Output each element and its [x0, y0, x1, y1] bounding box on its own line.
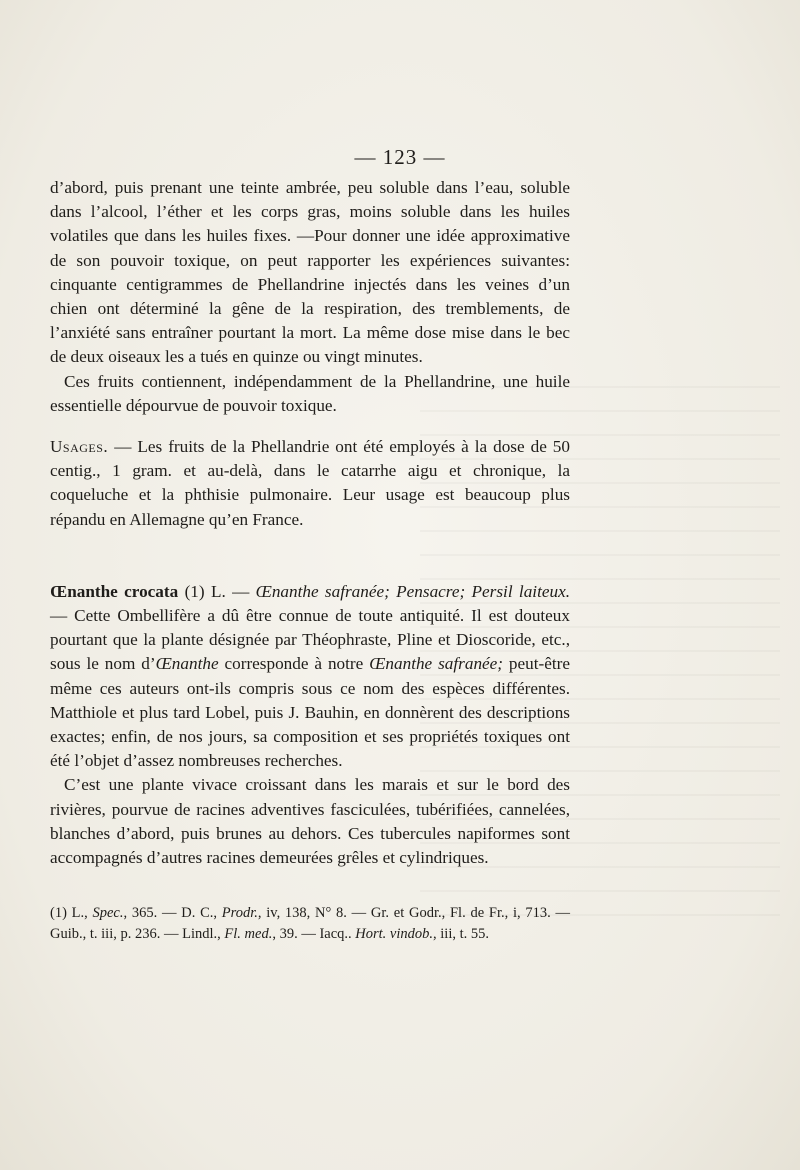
fn-italic-4: Hort. vindob. [355, 926, 434, 942]
fn-part-1: (1) L., [50, 905, 93, 921]
paragraph-oenanthe [50, 580, 570, 774]
paragraph-usages [50, 435, 570, 532]
usages-label: Usages. [50, 437, 109, 457]
species-name: Œnanthe crocata [50, 581, 179, 601]
usages-text: — Les fruits de la Phellandrie ont été employés à la dose de 50 centig., 1 gram. et au-delà, dans le catarrhe aigu et chronique, la coqueluche et la phthisie pulmonaire. Leur usage est beaucoup plus répandu en Allemagne qu’en France. [50, 437, 570, 529]
paragraph-phellandrine: d’abord, puis prenant une teinte ambrée, peu soluble dans l’eau, soluble dans l’alcool, l’éther et les corps gras, moins soluble dans les huiles volatiles que dans les huiles fixes. —Pour donner une idée approximative de son pouvoir toxique, on peut rapporter les expériences suivantes: cinquante centigrammes de Phellandrine injectés dans les veines d’un chien ont déterminé la gêne de la respiration, des tremblements, de l’anxiété sans entraîner pourtant la mort. La même dose mise dans le bec de deux oiseaux les a tués en quinze ou vingt minutes. [50, 178, 570, 367]
body-text [50, 176, 570, 870]
italic-name-1: Œnanthe [155, 654, 219, 674]
species-ref: (1) L. — [178, 581, 256, 601]
fn-italic-3: Fl. med. [224, 926, 273, 942]
footnote-1 [50, 903, 570, 945]
history-text-a: — Cette Ombellifère a dû être connue de toute antiquité. Il est douteux pourtant que la plante désignée par Théophraste, Pline et Dioscoride, etc., sous le nom d’ [50, 606, 570, 674]
history-text-c: peut-être même ces auteurs ont-ils compris sous ce nom des espèces différentes. Matthiole et plus tard Lobel, puis J. Bauhin, en donnèrent des descriptions exactes; enfin, de nos jours, sa composition et ses propriétés toxiques ont été l’objet d’assez nombreuses recherches. [50, 654, 570, 771]
fn-part-2: , 365. — D. C., [123, 905, 222, 921]
fn-part-5: , iii, t. 55. [433, 926, 490, 942]
fn-italic-2: Prodr. [221, 905, 258, 921]
fn-part-4: , 39. — Iacq.. [272, 926, 356, 942]
italic-name-2: Œnanthe safranée; [369, 654, 504, 674]
fn-part-3: , iv, 138, N° 8. — Gr. et Godr., Fl. de Fr., i, 713. — Guib., t. iii, p. 236. — Lindl., [50, 905, 570, 942]
page-number: — 123 — [354, 145, 446, 169]
history-text-b: corresponde à notre [218, 654, 370, 674]
paragraph-habitat: C’est une plante vivace croissant dans les marais et sur le bord des rivières, pourvue de racines adventives fasciculées, tubérifiées, cannelées, blanches d’abord, puis brunes au dehors. Ces tubercules napiformes sont accompagnés d’autres racines demeurées grêles et cylindriques. [50, 775, 570, 868]
footnote [50, 903, 570, 945]
fn-italic-1: Spec. [92, 905, 124, 921]
common-names: Œnanthe safranée; Pensacre; Persil laiteux. [255, 581, 571, 601]
paragraph-essential-oil: Ces fruits contiennent, indépendamment de la Phellandrine, une huile essentielle dépourvue de pouvoir toxique. [50, 371, 570, 415]
